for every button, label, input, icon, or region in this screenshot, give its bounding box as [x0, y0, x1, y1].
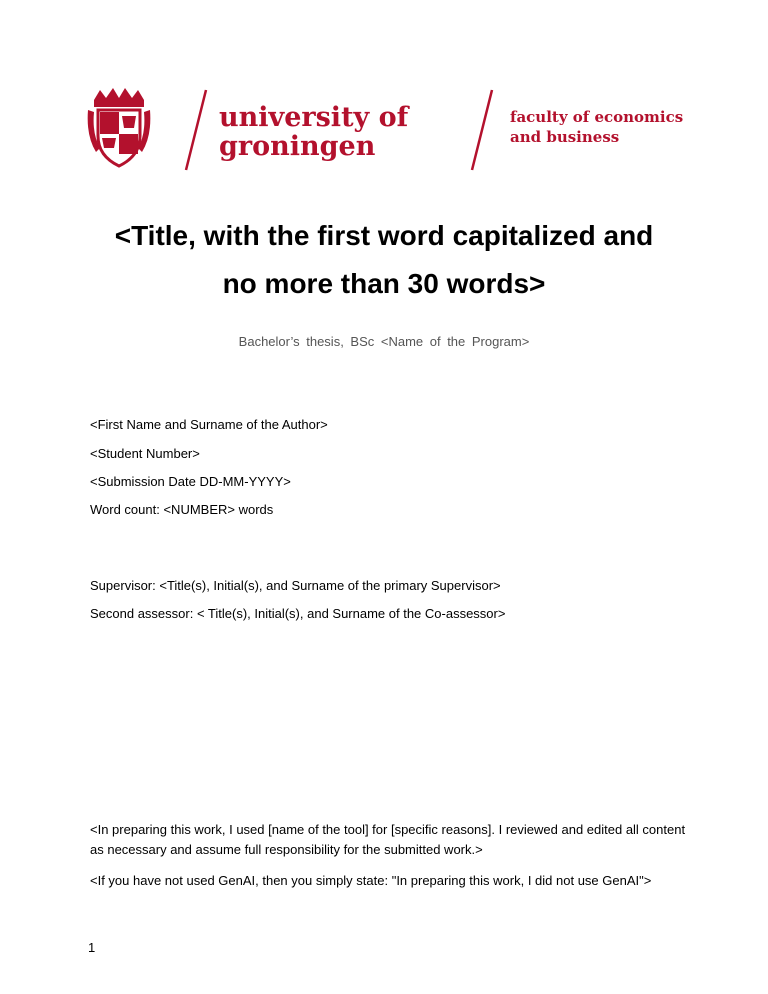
university-name-line: university of	[219, 102, 409, 133]
faculty-name-line: faculty of economics	[510, 108, 684, 126]
second-assessor: Second assessor: < Title(s), Initial(s), and Surname of the Co-assessor>	[90, 606, 506, 621]
divider-slash-icon	[184, 88, 208, 172]
university-name-line: groningen	[219, 131, 376, 162]
divider-slash-icon	[470, 88, 494, 172]
thesis-title	[60, 212, 708, 308]
genai-alternative: <If you have not used GenAI, then you simply state: "In preparing this work, I did not use GenAI">	[90, 873, 652, 888]
genai-statement: <In preparing this work, I used [name of the tool] for [specific reasons]. I reviewed and edited all content as necessary and assume full responsibility for the submitted work.>	[90, 822, 686, 857]
thesis-title-line: no more than 30 words>	[222, 268, 546, 299]
submission-date: <Submission Date DD-MM-YYYY>	[90, 474, 291, 489]
faculty-name	[510, 107, 683, 147]
thesis-subtitle: Bachelor’s thesis, BSc <Name of the Program>	[238, 334, 530, 349]
student-number: <Student Number>	[90, 446, 200, 461]
author-name: <First Name and Surname of the Author>	[90, 417, 328, 432]
faculty-name-line: and business	[510, 128, 620, 146]
word-count: Word count: <NUMBER> words	[90, 502, 274, 517]
university-crest-icon	[86, 86, 152, 170]
supervisor: Supervisor: <Title(s), Initial(s), and Surname of the primary Supervisor>	[90, 578, 501, 593]
university-name	[219, 103, 408, 161]
thesis-title-line: <Title, with the first word capitalized and	[114, 220, 654, 251]
page-number: 1	[88, 940, 96, 955]
